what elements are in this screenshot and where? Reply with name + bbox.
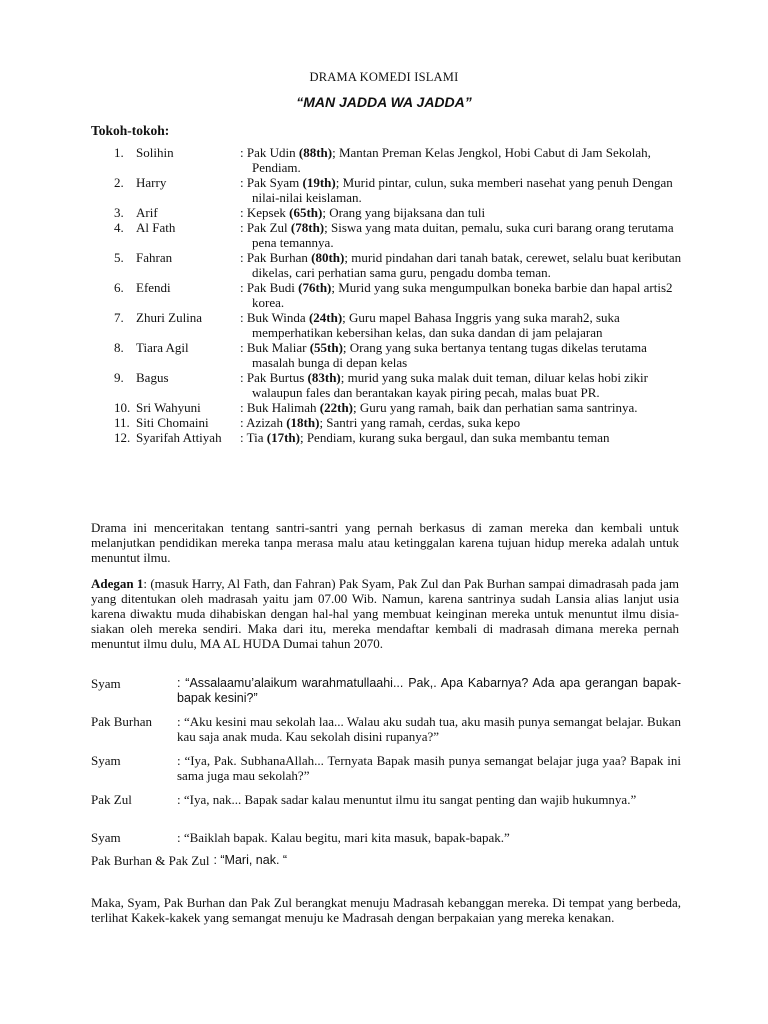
cast-age: (18th) bbox=[286, 415, 320, 430]
cast-age: (22th) bbox=[319, 400, 354, 415]
cast-name: Sri Wahyuni bbox=[136, 400, 201, 415]
cast-role: : Buk Halimah bbox=[240, 400, 320, 415]
cast-description bbox=[240, 400, 684, 415]
cast-role: : Kepsek bbox=[240, 205, 290, 220]
dialogue-speaker: Syam bbox=[91, 753, 121, 768]
dialogue-speaker: Pak Zul bbox=[91, 792, 132, 807]
cast-name: Arif bbox=[136, 205, 158, 220]
dialogue-text: : “Baiklah bapak. Kalau begitu, mari kita masuk, bapak-bapak.” bbox=[177, 830, 510, 845]
dialogue-speaker: Syam bbox=[91, 676, 121, 691]
cast-role: : Pak Udin bbox=[240, 145, 299, 160]
cast-role: : Buk Winda bbox=[240, 310, 309, 325]
cast-item bbox=[114, 280, 684, 310]
dialogue-text: : “Iya, Pak. SubhanaAllah... Ternyata Bapak masih punya semangat belajar juga yaa? Bapak ini sama juga mau sekolah?” bbox=[177, 753, 681, 783]
cast-description bbox=[240, 145, 684, 175]
scene-1-paragraph bbox=[91, 576, 679, 651]
cast-description bbox=[240, 250, 684, 280]
cast-number: 5. bbox=[114, 250, 124, 265]
cast-name: Syarifah Attiyah bbox=[136, 430, 222, 445]
cast-role: : Azizah bbox=[240, 415, 287, 430]
cast-role: : Pak Budi bbox=[240, 280, 299, 295]
cast-number: 12. bbox=[114, 430, 131, 445]
cast-role: : Pak Zul bbox=[240, 220, 291, 235]
cast-age: (24th) bbox=[308, 310, 343, 325]
cast-item bbox=[114, 415, 684, 430]
cast-age: (55th) bbox=[309, 340, 343, 355]
cast-traits: ; Orang yang suka bertanya tentang tugas dikelas terutama masalah bunga di depan kelas bbox=[252, 340, 647, 370]
cast-description bbox=[240, 310, 684, 340]
cast-age: (80th) bbox=[311, 250, 345, 265]
cast-name: Fahran bbox=[136, 250, 173, 265]
cast-age: (78th) bbox=[290, 220, 325, 235]
dialogue-text: : “Mari, nak. “ bbox=[213, 853, 288, 867]
dialogue-text: : “Assalaamu’alaikum warahmatullaahi... Pak,. Apa Kabarnya? Ada apa gerangan bapak-bapak kesini?” bbox=[177, 676, 681, 705]
dialogue-line bbox=[91, 753, 681, 783]
cast-name: Tiara Agil bbox=[136, 340, 189, 355]
cast-name: Harry bbox=[136, 175, 167, 190]
dialogue-text: : “Iya, nak... Bapak sadar kalau menuntut ilmu itu sangat penting dan wajib hukumnya.” bbox=[177, 792, 637, 807]
cast-heading: Tokoh-tokoh: bbox=[91, 123, 170, 138]
cast-traits: ; Guru mapel Bahasa Inggris yang suka marah2, suka memperhatikan kebersihan kelas, dan suka dandan di jam pelajaran bbox=[252, 310, 620, 340]
cast-description bbox=[240, 175, 684, 205]
scene-1-label: Adegan 1 bbox=[91, 576, 144, 591]
cast-number: 6. bbox=[114, 280, 124, 295]
cast-number: 2. bbox=[114, 175, 124, 190]
cast-age: (88th) bbox=[298, 145, 333, 160]
cast-traits: ; Guru yang ramah, baik dan perhatian sama santrinya. bbox=[353, 400, 638, 415]
cast-role: : Pak Burtus bbox=[240, 370, 308, 385]
cast-item bbox=[114, 250, 684, 280]
cast-list bbox=[114, 145, 684, 445]
cast-description bbox=[240, 430, 684, 445]
cast-age: (19th) bbox=[302, 175, 336, 190]
dialogue-speaker: Syam bbox=[91, 830, 121, 845]
cast-description bbox=[240, 415, 684, 430]
dialogue-line bbox=[91, 676, 681, 706]
cast-description bbox=[240, 280, 684, 310]
cast-age: (17th) bbox=[266, 430, 300, 445]
cast-number: 9. bbox=[114, 370, 124, 385]
closing-paragraph: Maka, Syam, Pak Burhan dan Pak Zul berangkat menuju Madrasah kebanggan mereka. Di tempat yang berbeda, terlihat Kakek-kakek yang semangat menuju ke Madrasah dengan berpakaian yang mereka kenakan. bbox=[91, 895, 681, 925]
cast-item bbox=[114, 430, 684, 445]
cast-role: : Buk Maliar bbox=[240, 340, 310, 355]
dialogue-line bbox=[91, 853, 681, 868]
cast-item bbox=[114, 220, 684, 250]
dialogue-line bbox=[91, 792, 681, 807]
cast-description bbox=[240, 370, 684, 400]
cast-name: Siti Chomaini bbox=[136, 415, 209, 430]
scene-1-text: : (masuk Harry, Al Fath, dan Fahran) Pak Syam, Pak Zul dan Pak Burhan sampai dimadrasah pada jam yang ditentukan oleh madrasah yaitu jam 07.00 Wib. Namun, karena santrinya sudah Lansia alias lanjut usia karena diwaktu muda dihabiskan dengan hal-hal yang membuat keinginan mereka untuk menuntut ilmu disia-siakan oleh mereka sendiri. Maka dari itu, mereka mendaftar kembali di madrasah dimana mereka pernah menuntut ilmu dulu, MA AL HUDA Dumai tahun 2070. bbox=[91, 576, 680, 651]
cast-description bbox=[240, 340, 684, 370]
cast-role: : Tia bbox=[240, 430, 267, 445]
intro-paragraph: Drama ini menceritakan tentang santri-santri yang pernah berkasus di zaman mereka dan kembali untuk melanjutkan pendidikan mereka tanpa merasa malu atau ketinggalan karena tujuan hidup mereka adalah untuk menuntut ilmu. bbox=[91, 520, 679, 565]
cast-name: Solihin bbox=[136, 145, 174, 160]
cast-name: Efendi bbox=[136, 280, 171, 295]
cast-traits: ; Pendiam, kurang suka bergaul, dan suka membantu teman bbox=[299, 430, 610, 445]
cast-item bbox=[114, 145, 684, 175]
cast-description bbox=[240, 205, 684, 220]
cast-name: Al Fath bbox=[136, 220, 176, 235]
cast-item bbox=[114, 370, 684, 400]
cast-traits: ; murid pindahan dari tanah batak, cerewet, selalu buat keributan dikelas, cari perhatian sama guru, pengadu domba teman. bbox=[252, 250, 682, 280]
cast-number: 1. bbox=[114, 145, 124, 160]
cast-number: 7. bbox=[114, 310, 124, 325]
cast-number: 10. bbox=[114, 400, 131, 415]
cast-name: Bagus bbox=[136, 370, 169, 385]
cast-traits: ; Santri yang ramah, cerdas, suka kepo bbox=[319, 415, 521, 430]
cast-role: : Pak Burhan bbox=[240, 250, 312, 265]
cast-number: 3. bbox=[114, 205, 124, 220]
cast-number: 11. bbox=[114, 415, 130, 430]
cast-item bbox=[114, 310, 684, 340]
cast-age: (83th) bbox=[307, 370, 341, 385]
cast-age: (65th) bbox=[289, 205, 323, 220]
cast-role: : Pak Syam bbox=[240, 175, 303, 190]
cast-traits: ; Siswa yang mata duitan, pemalu, suka curi barang orang terutama pena temannya. bbox=[252, 220, 674, 250]
cast-traits: ; Murid yang suka mengumpulkan boneka barbie dan hapal artis2 korea. bbox=[252, 280, 673, 310]
dialogue-line bbox=[91, 714, 681, 744]
cast-traits: ; Orang yang bijaksana dan tuli bbox=[322, 205, 486, 220]
document-subtitle: “MAN JADDA WA JADDA” bbox=[296, 94, 472, 110]
document-title: DRAMA KOMEDI ISLAMI bbox=[309, 70, 459, 84]
cast-item bbox=[114, 400, 684, 415]
dialogue-text: : “Aku kesini mau sekolah laa... Walau aku sudah tua, aku masih punya semangat belajar. Bukan kau saja anak muda. Kau sekolah disini rupanya?” bbox=[177, 714, 681, 744]
cast-age: (76th) bbox=[298, 280, 332, 295]
cast-item bbox=[114, 175, 684, 205]
cast-item bbox=[114, 205, 684, 220]
cast-number: 8. bbox=[114, 340, 124, 355]
cast-traits: ; murid yang suka malak duit teman, diluar kelas hobi zikir walaupun fales dan berantakan kayak piring pecah, malas buat PR. bbox=[252, 370, 648, 400]
cast-description bbox=[240, 220, 684, 250]
cast-number: 4. bbox=[114, 220, 124, 235]
cast-traits: ; Murid pintar, culun, suka memberi nasehat yang penuh Dengan nilai-nilai keislaman. bbox=[252, 175, 673, 205]
dialogue-speaker: Pak Burhan & Pak Zul bbox=[91, 853, 210, 868]
cast-traits: ; Mantan Preman Kelas Jengkol, Hobi Cabut di Jam Sekolah, Pendiam. bbox=[252, 145, 651, 175]
cast-name: Zhuri Zulina bbox=[136, 310, 203, 325]
cast-item bbox=[114, 340, 684, 370]
dialogue-speaker: Pak Burhan bbox=[91, 714, 153, 729]
dialogue-line bbox=[91, 830, 681, 845]
